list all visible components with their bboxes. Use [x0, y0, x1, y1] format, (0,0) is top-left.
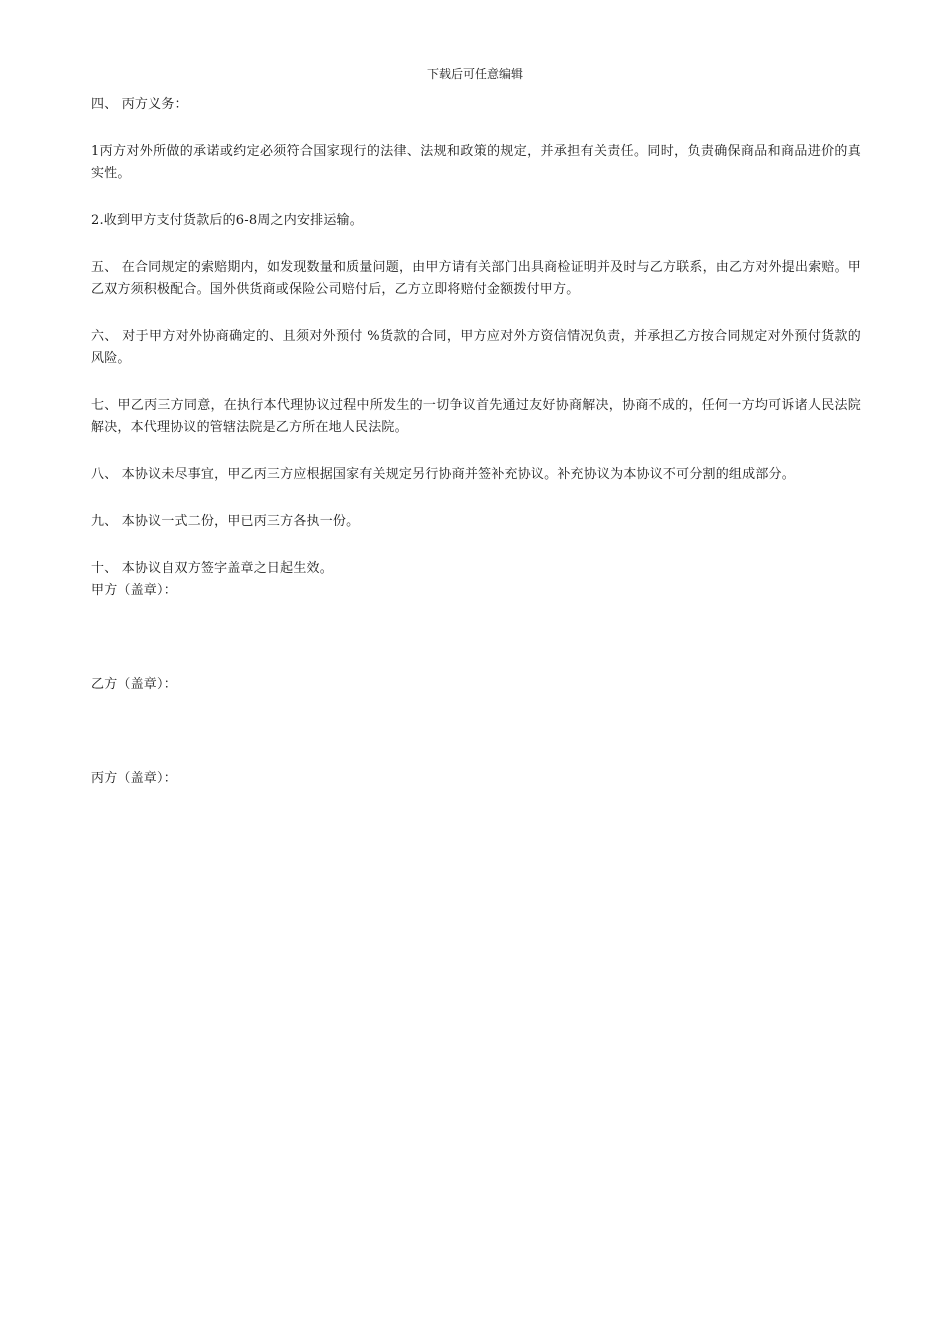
signature-party-a: 甲方（盖章）：	[91, 583, 177, 598]
agreement-body	[91, 94, 861, 790]
clause-7: 七、甲乙丙三方同意，在执行本代理协议过程中所发生的一切争议首先通过友好协商解决，协商不成的，任何一方均可诉诸人民法院解决，本代理协议的管辖法院是乙方所在地人民法院。	[91, 398, 861, 435]
signature-party-b: 乙方（盖章）：	[91, 677, 177, 692]
clause-5: 五、 在合同规定的索赔期内，如发现数量和质量问题，由甲方请有关部门出具商检证明并及时与乙方联系，由乙方对外提出索赔。甲乙双方须积极配合。国外供货商或保险公司赔付后，乙方立即将赔付金额拨付甲方。	[91, 260, 861, 297]
clause-4-item-2: 2.收到甲方支付货款后的6-8周之内安排运输。	[91, 213, 363, 228]
clause-6: 六、 对于甲方对外协商确定的、且须对外预付 %货款的合同，甲方应对外方资信情况负责，并承担乙方按合同规定对外预付货款的风险。	[91, 329, 861, 366]
signature-party-c: 丙方（盖章）：	[91, 771, 177, 786]
clause-9: 九、 本协议一式二份，甲已丙三方各执一份。	[91, 514, 360, 529]
clause-4-heading: 四、 丙方义务：	[91, 97, 188, 112]
clause-8: 八、 本协议未尽事宜，甲乙丙三方应根据国家有关规定另行协商并签补充协议。补充协议为本协议不可分割的组成部分。	[91, 467, 795, 482]
page-header-note: 下载后可任意编辑	[426, 67, 523, 81]
clause-10: 十、 本协议自双方签字盖章之日起生效。	[91, 561, 333, 576]
clause-4-item-1: 1丙方对外所做的承诺或约定必须符合国家现行的法律、法规和政策的规定，并承担有关责任。同时，负责确保商品和商品进价的真实性。	[91, 144, 861, 181]
